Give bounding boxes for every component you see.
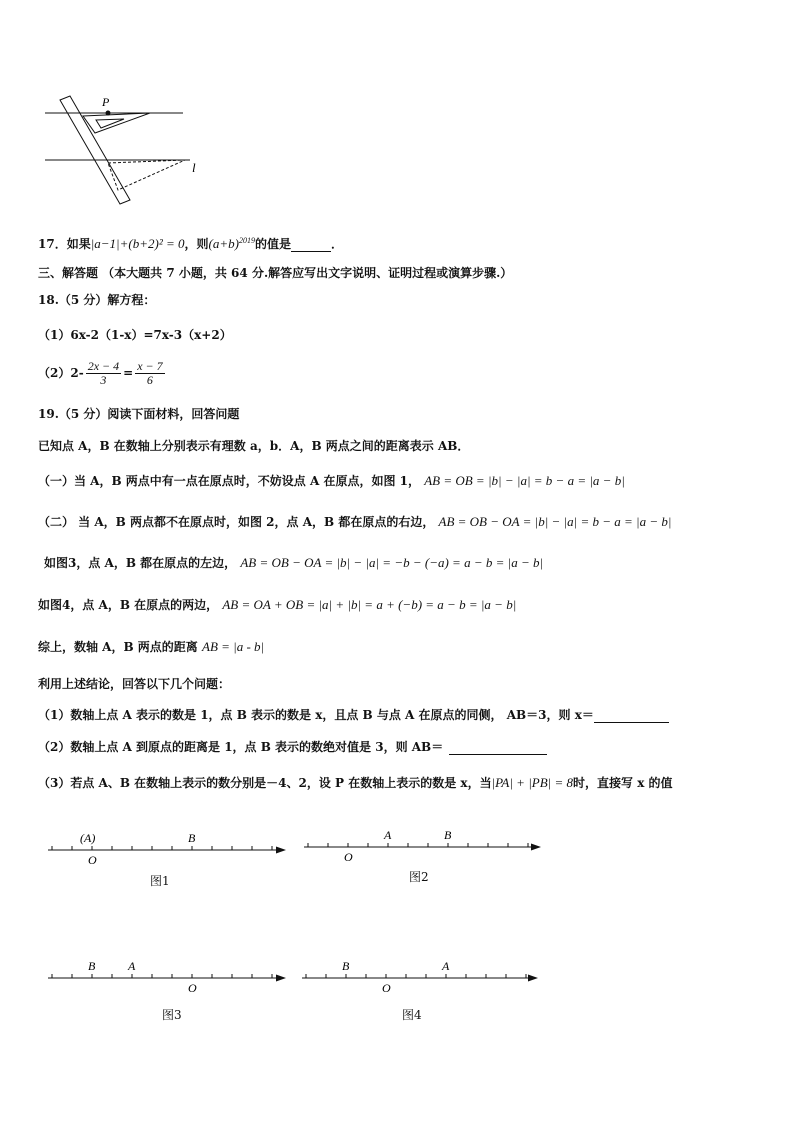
axis-arrow [276,975,286,982]
label-A: A [384,828,392,842]
q19-case2-text: （二） 当 A，B 两点都不在原点时，如图 2，点 A，B 都在原点的右边， [38,515,435,529]
q19-sub3-math: |PA| + |PB| = 8 [491,775,574,790]
q18-p2-prefix: （2）2- [38,366,84,380]
q18-fraction-2 [135,360,164,387]
caption-fig1: 图1 [150,874,170,888]
label-B: B [342,959,350,973]
q17-suffix: 的值是 [254,237,291,251]
number-line-fig2 [304,828,541,864]
number-line-fig3 [48,959,286,995]
label-A: A [442,959,450,973]
q18-frac1-denominator: 3 [100,373,107,387]
label-P: P [102,95,110,109]
q19-summary-text: 综上，数轴 A，B 两点的距离 [38,640,198,654]
ruler [60,96,130,204]
q17-exponent: 2019 [238,236,255,245]
label-B: B [88,959,96,973]
q19-sub1-blank[interactable] [594,710,669,723]
caption-fig3: 图3 [162,1008,182,1022]
q17-answer-blank[interactable] [291,239,331,252]
q19-case4-text: 如图4，点 A，B 在原点的两边， [38,598,219,612]
label-O: O [344,850,353,864]
q19-case3-math: AB = OB − OA = |b| − |a| = −b − (−a) = a − b = |a − b| [240,555,544,570]
q17-prefix: 17．如果 [38,237,91,251]
label-l: l [192,160,196,175]
q17-condition: |a−1|+(b+2)² = 0 [90,236,185,251]
q18-part-2 [38,360,167,387]
label-O: O [188,981,197,995]
caption-fig4: 图4 [402,1008,422,1022]
label-B: B [188,831,196,845]
q18-part-1: （1）6x-2（1-x）=7x-3（x+2） [38,328,232,342]
axis-arrow [531,844,541,851]
point-P [106,111,111,116]
question-17 [38,233,343,252]
q18-p2-equals: = [123,366,134,380]
q18-title: 18.（5 分）解方程： [38,293,156,307]
q19-sub3-text: （3）若点 A、B 在数轴上表示的数分别是－4、2，设 P 在数轴上表示的数是 x，当 [38,776,492,790]
axis-arrow [276,847,286,854]
label-O: O [382,981,391,995]
q17-end: ． [330,237,343,251]
label-O: O [88,853,97,867]
q19-sub2-blank[interactable] [449,742,547,755]
q19-case3-text: 如图3，点 A，B 都在原点的左边， [44,556,237,570]
q19-case1-math: AB = OB = |b| − |a| = b − a = |a − b| [424,473,625,488]
q19-summary [38,639,264,655]
label-B: B [444,828,452,842]
q19-summary-math: AB = |a - b| [202,639,265,654]
q17-expression: (a+b) [208,236,239,251]
number-line-fig4 [302,959,538,995]
label-A: A [128,959,136,973]
set-square-top [83,113,150,133]
q19-case1-text: （一）当 A，B 两点中有一点在原点时，不妨设点 A 在原点，如图 1， [38,474,421,488]
q19-case2-math: AB = OB − OA = |b| − |a| = b − a = |a − b| [438,514,672,529]
q18-fraction-1 [86,360,121,387]
section-3-title: 三、解答题 （本大题共 7 小题，共 64 分.解答应写出文字说明、证明过程或演算步骤.） [38,266,513,280]
label-A: (A) [80,831,96,845]
top-geometry-figure [0,0,794,230]
q19-case-4 [38,597,516,613]
q19-sub1-text: （1）数轴上点 A 表示的数是 1，点 B 表示的数是 x，且点 B 与点 A 在原点的同侧， AB＝3，则 x＝ [38,708,594,722]
q19-case4-math: AB = OA + OB = |a| + |b| = a + (−b) = a − b = |a − b| [222,597,517,612]
q19-intro: 已知点 A，B 在数轴上分别表示有理数 a，b．A，B 两点之间的距离表示 AB． [38,439,470,453]
q19-sub-1 [38,707,669,723]
caption-fig2: 图2 [409,870,429,884]
q19-sub2-text: （2）数轴上点 A 到原点的距离是 1，点 B 表示的数绝对值是 3，则 AB＝ [38,740,444,754]
q19-sub-2 [38,739,547,755]
axis-arrow [528,975,538,982]
q19-title: 19.（5 分）阅读下面材料，回答问题 [38,407,240,421]
q19-use: 利用上述结论，回答以下几个问题： [38,677,231,691]
q19-case-2 [38,514,671,530]
q19-sub-3 [38,775,673,791]
q17-mid: ，则 [184,237,209,251]
q18-frac2-numerator: x − 7 [137,359,163,373]
q19-case-3 [44,555,543,571]
q18-frac2-denominator: 6 [146,373,153,387]
q19-sub3-end: 时，直接写 x 的值 [573,776,673,790]
q19-case-1 [38,473,625,489]
q18-frac1-numerator: 2x − 4 [87,359,120,373]
set-square-bottom [108,160,185,190]
number-line-fig1 [48,831,286,867]
